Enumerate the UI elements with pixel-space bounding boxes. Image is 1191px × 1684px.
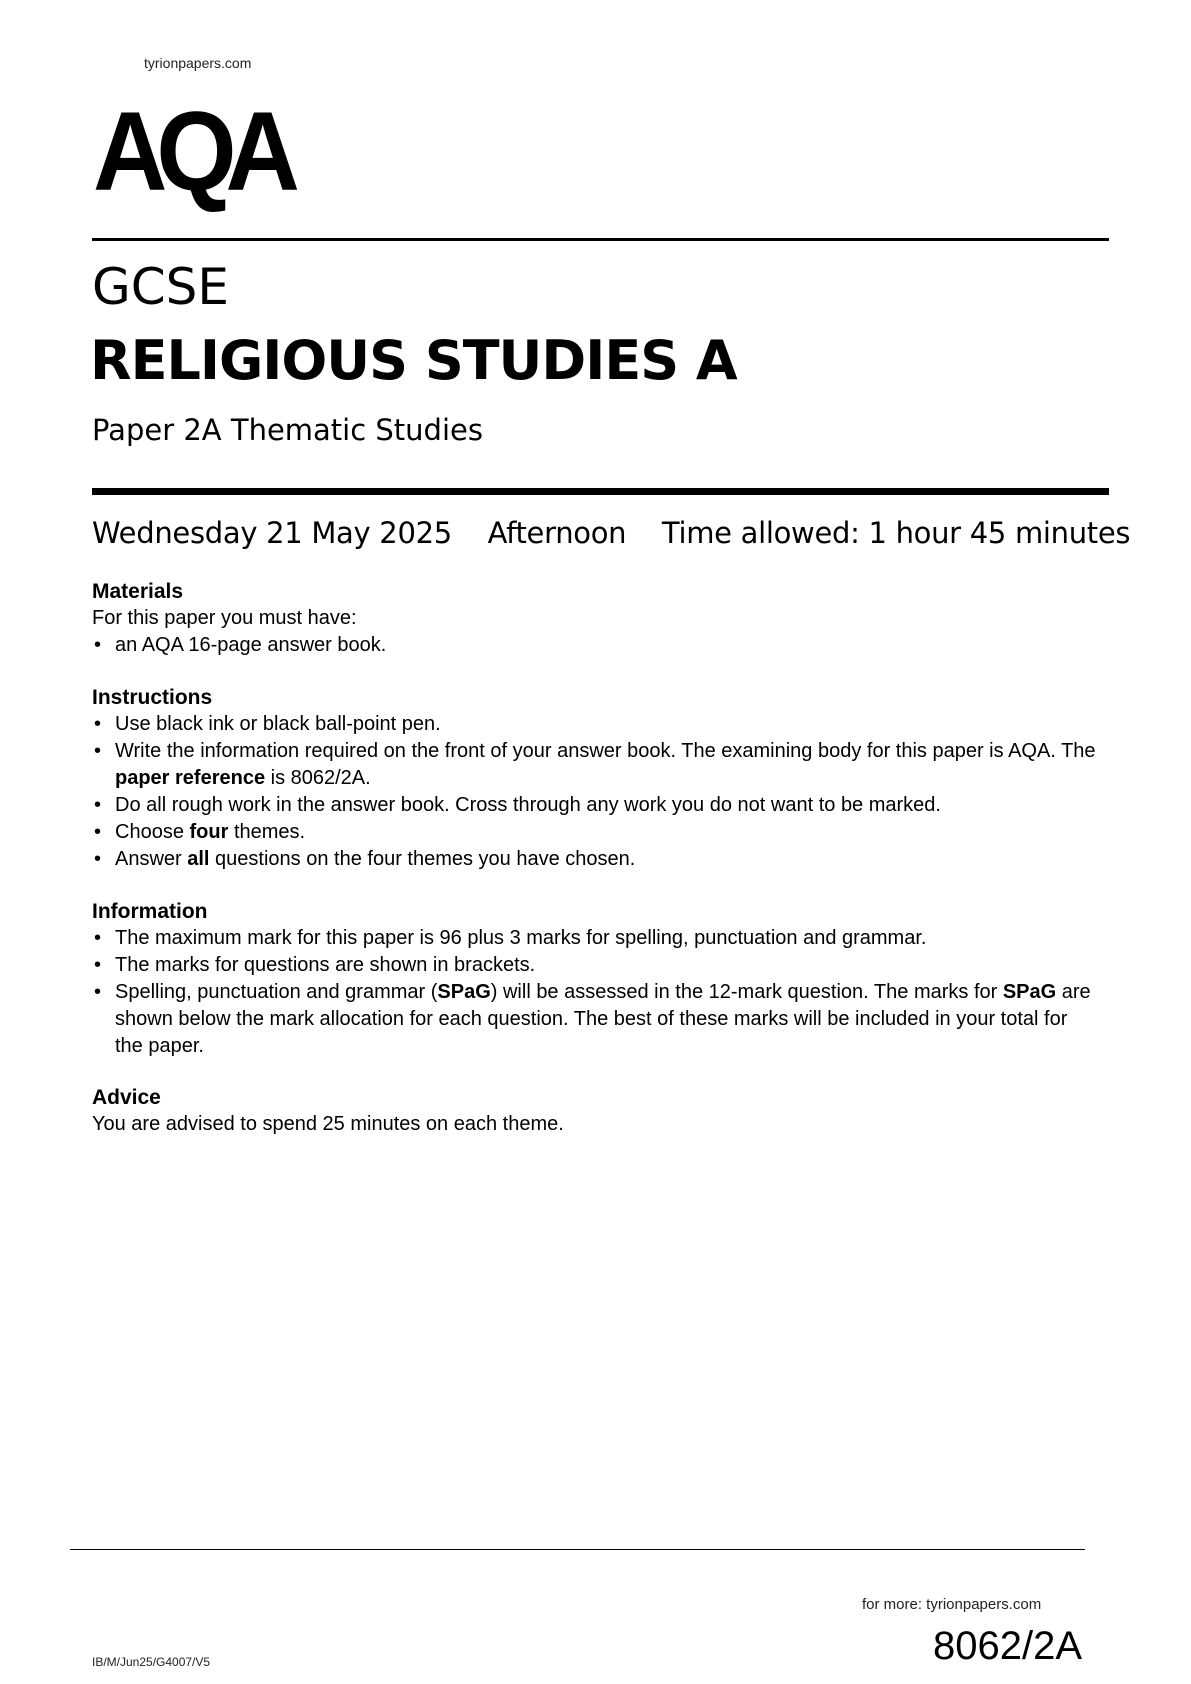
divider — [92, 238, 1109, 241]
text: Spelling, punctuation and grammar ( — [115, 981, 438, 1003]
text: is 8062/2A. — [265, 767, 371, 789]
list-item: • The maximum mark for this paper is 96 plus 3 marks for spelling, punctuation and grammar. — [92, 925, 1112, 952]
text: are shown below the mark allocation for each question. The best of these marks will be included in your total for the paper. — [115, 981, 1091, 1057]
qualification-title: GCSE — [92, 258, 229, 316]
paper-title: Paper 2A Thematic Studies — [92, 413, 483, 447]
materials-intro: For this paper you must have: — [92, 607, 357, 629]
watermark-top: tyrionpapers.com — [144, 55, 252, 71]
instructions-heading: Instructions — [92, 686, 213, 709]
text: Answer — [115, 848, 188, 870]
text: questions on the four themes you have chosen. — [209, 848, 636, 870]
exam-date-line: Wednesday 21 May 2025 Afternoon Time allowed: 1 hour 45 minutes — [92, 516, 1131, 550]
bold-text: paper reference — [115, 767, 266, 789]
text: Choose — [115, 821, 190, 843]
aqa-logo: AQA — [93, 89, 289, 214]
list-item — [92, 979, 1112, 1060]
footer-divider — [70, 1549, 1085, 1550]
bold-text: four — [189, 821, 229, 843]
list-item — [92, 819, 1112, 846]
watermark-footer: for more: tyrionpapers.com — [862, 1596, 1042, 1613]
advice-text: You are advised to spend 25 minutes on each theme. — [92, 1113, 564, 1135]
list-item: • an AQA 16-page answer book. — [92, 632, 1112, 659]
list-item — [92, 846, 1112, 873]
advice-section — [92, 1084, 1112, 1138]
list-item: • Use black ink or black ball-point pen. — [92, 711, 1112, 738]
list-item: • The marks for questions are shown in brackets. — [92, 952, 1112, 979]
information-heading: Information — [92, 900, 208, 923]
subject-title: RELIGIOUS STUDIES A — [90, 329, 737, 392]
instructions-section — [92, 684, 1112, 873]
information-section — [92, 898, 1112, 1060]
materials-section — [92, 578, 1112, 659]
materials-heading: Materials — [92, 580, 184, 603]
text: ) will be assessed in the 12-mark question. The marks for — [490, 981, 1003, 1003]
paper-reference: 8062/2A — [933, 1624, 1083, 1668]
text: Write the information required on the front of your answer book. The examining body for this paper is AQA. The — [115, 740, 1096, 762]
bold-text: SPaG — [437, 981, 491, 1003]
text: themes. — [228, 821, 306, 843]
advice-heading: Advice — [92, 1086, 161, 1109]
bold-text: SPaG — [1002, 981, 1057, 1003]
document-code: IB/M/Jun25/G4007/V5 — [92, 1655, 211, 1669]
list-item: • Do all rough work in the answer book. Cross through any work you do not want to be marked. — [92, 792, 1112, 819]
list-item — [92, 738, 1112, 792]
thick-divider — [92, 488, 1109, 495]
bold-text: all — [187, 848, 210, 870]
